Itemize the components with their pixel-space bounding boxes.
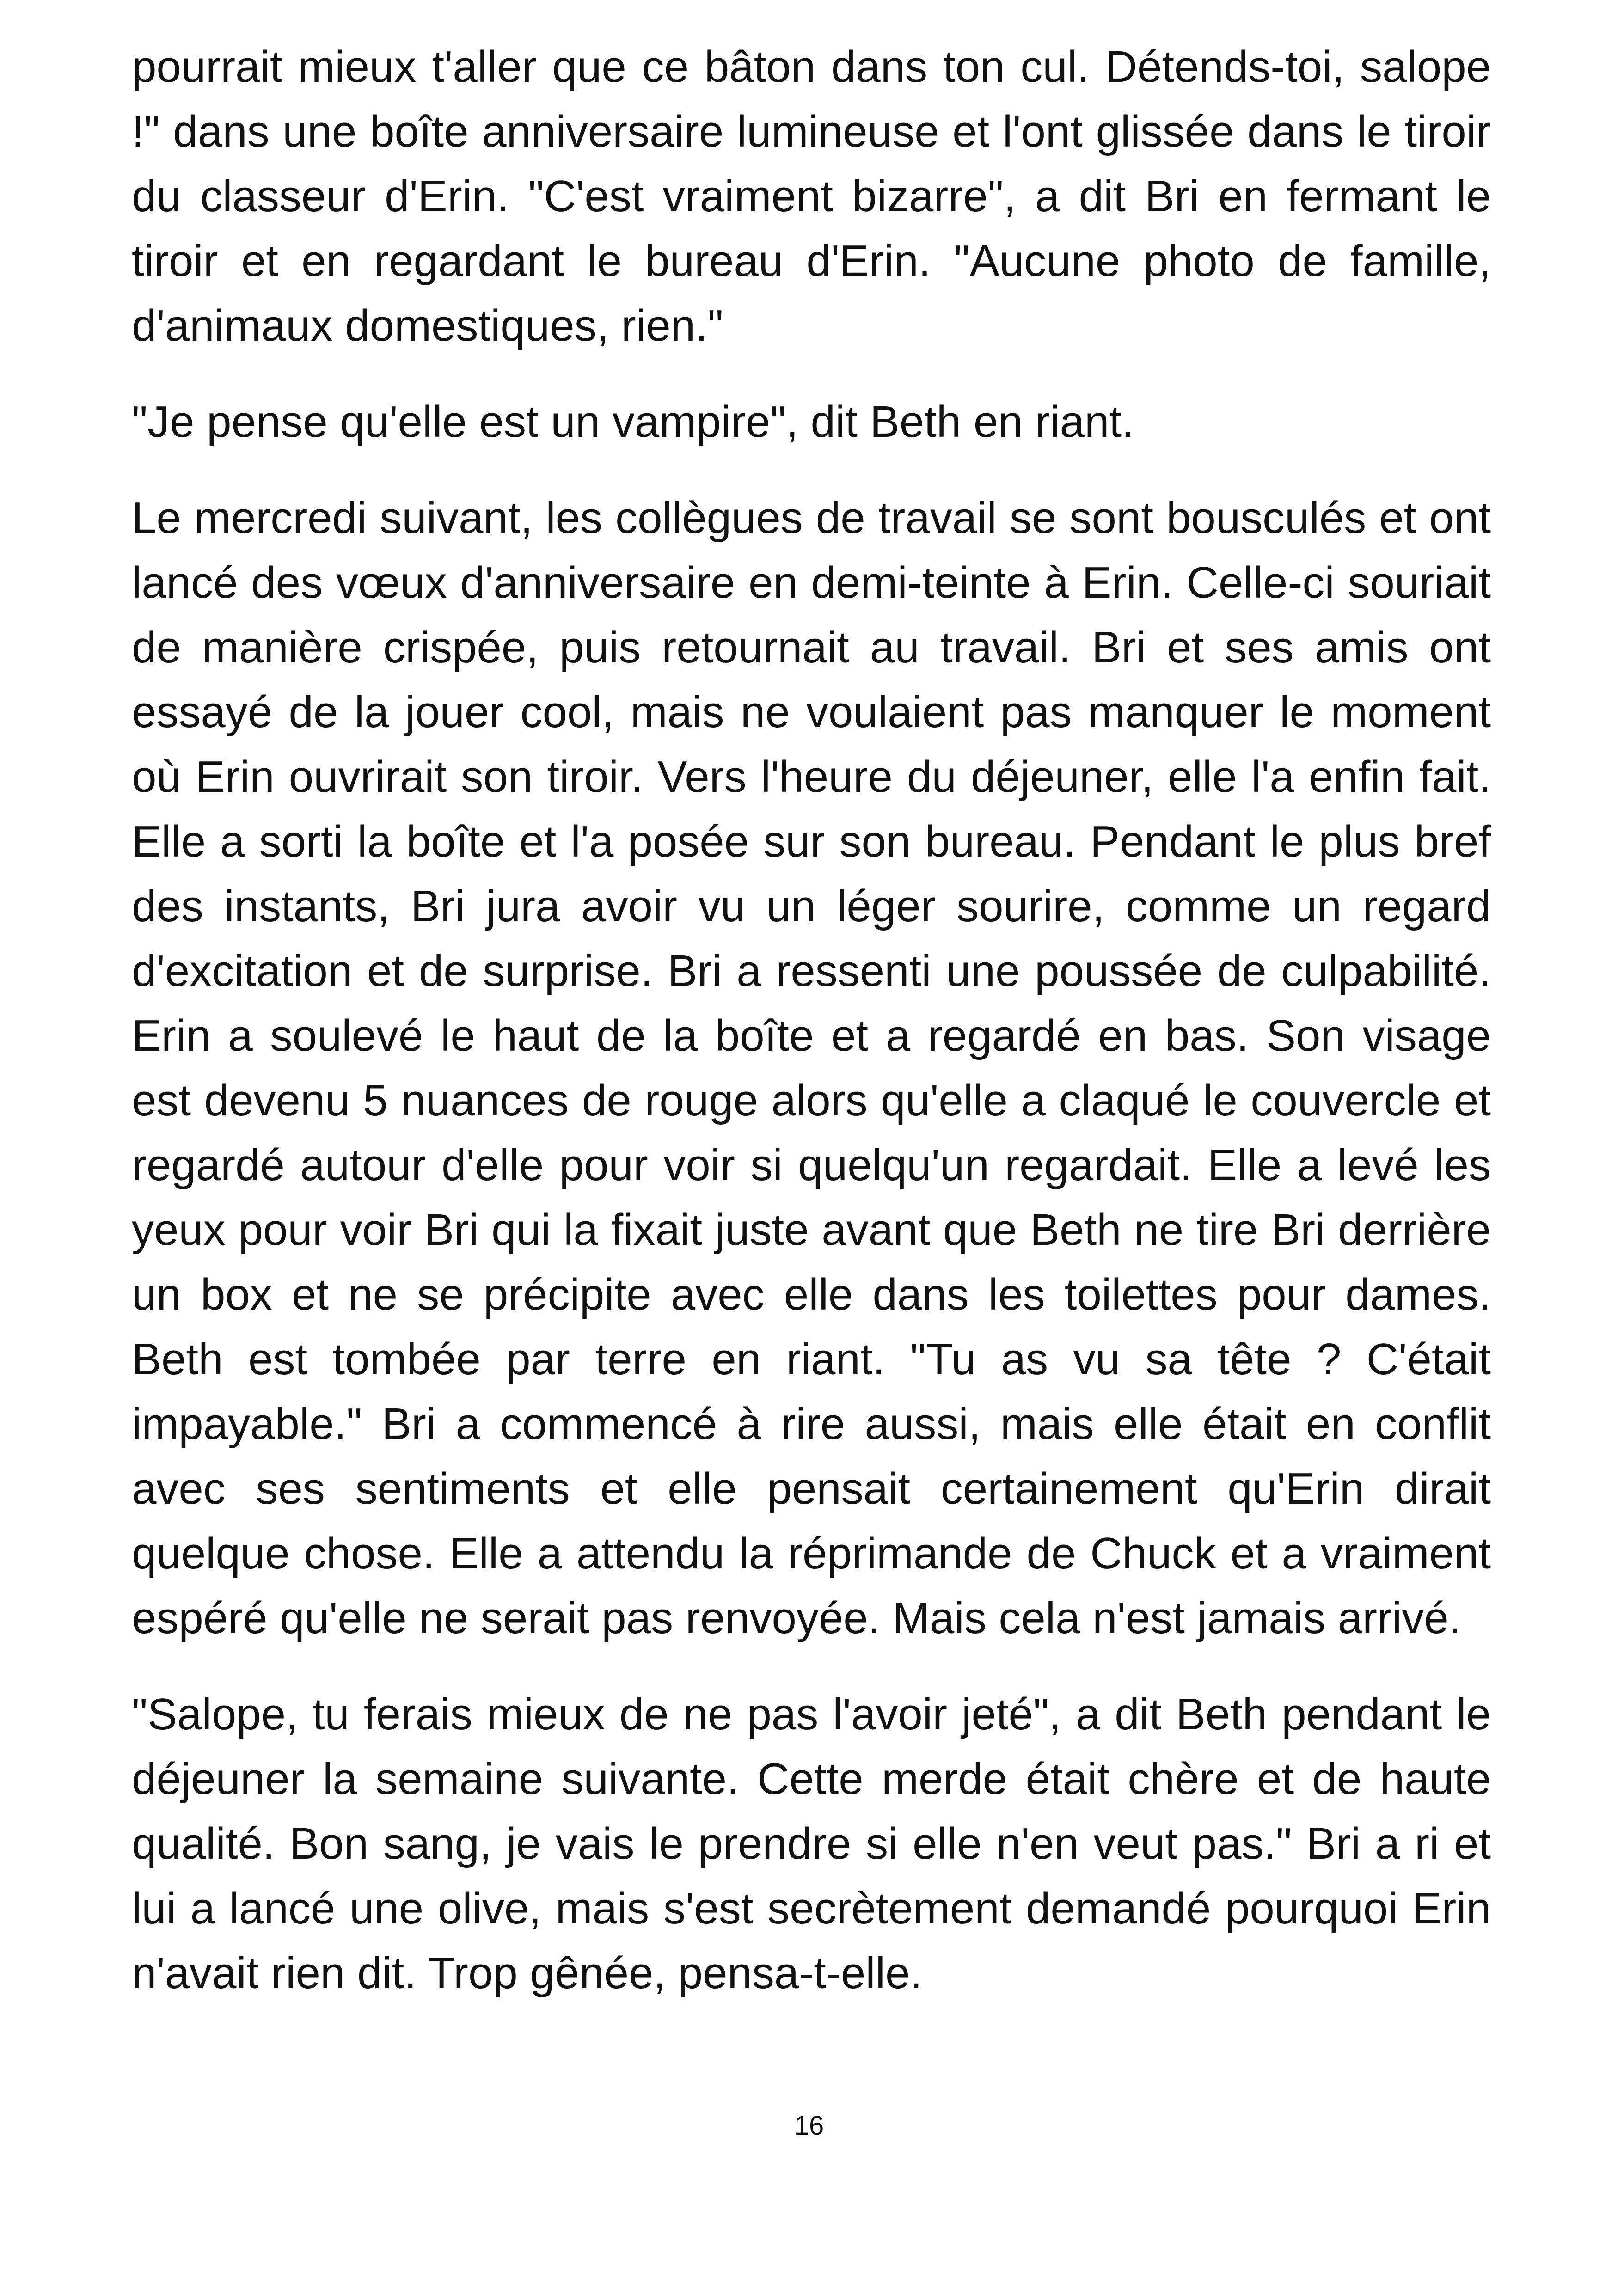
body-text xyxy=(132,35,1491,2037)
paragraph-2: "Je pense qu'elle est un vampire", dit Beth en riant. xyxy=(132,397,1134,447)
paragraph-1: pourrait mieux t'aller que ce bâton dans ton cul. Détends-toi, salope !" dans une boîte anniversaire lumineuse et l'ont glissée dans le tiroir du classeur d'Erin. "C'est vraiment bizarre", a dit Bri en fermant le tiroir et en regardant le bureau d'Erin. "Aucune photo de famille, d'animaux domestiques, rien." xyxy=(132,42,1491,350)
paragraph-4: "Salope, tu ferais mieux de ne pas l'avoir jeté", a dit Beth pendant le déjeuner la semaine suivante. Cette merde était chère et de haute qualité. Bon sang, je vais le prendre si elle n'en veut pas." Bri a ri et lui a lancé une olive, mais s'est secrètement demandé pourquoi Erin n'avait rien dit. Trop gênée, pensa-t-elle. xyxy=(132,1690,1491,1998)
paragraph-3: Le mercredi suivant, les collègues de travail se sont bousculés et ont lancé des vœux d'anniversaire en demi-teinte à Erin. Celle-ci souriait de manière crispée, puis retournait au travail. Bri et ses amis ont essayé de la jouer cool, mais ne voulaient pas manquer le moment où Erin ouvrirait son tiroir. Vers l'heure du déjeuner, elle l'a enfin fait. Elle a sorti la boîte et l'a posée sur son bureau. Pendant le plus bref des instants, Bri jura avoir vu un léger sourire, comme un regard d'excitation et de surprise. Bri a ressenti une poussée de culpabilité. Erin a soulevé le haut de la boîte et a regardé en bas. Son visage est devenu 5 nuances de rouge alors qu'elle a claqué le couvercle et regardé autour d'elle pour voir si quelqu'un regardait. Elle a levé les yeux pour voir Bri qui la fixait juste avant que Beth ne tire Bri derrière un box et ne se précipite avec elle dans les toilettes pour dames. Beth est tombée par terre en riant. "Tu as vu sa tête ? C'était impayable." Bri a commencé à rire aussi, mais elle était en conflit avec ses sentiments et elle pensait certainement qu'Erin dirait quelque chose. Elle a attendu la réprimande de Chuck et a vraiment espéré qu'elle ne serait pas renvoyée. Mais cela n'est jamais arrivé. xyxy=(132,493,1491,1643)
page-number: 16 xyxy=(794,2111,824,2141)
